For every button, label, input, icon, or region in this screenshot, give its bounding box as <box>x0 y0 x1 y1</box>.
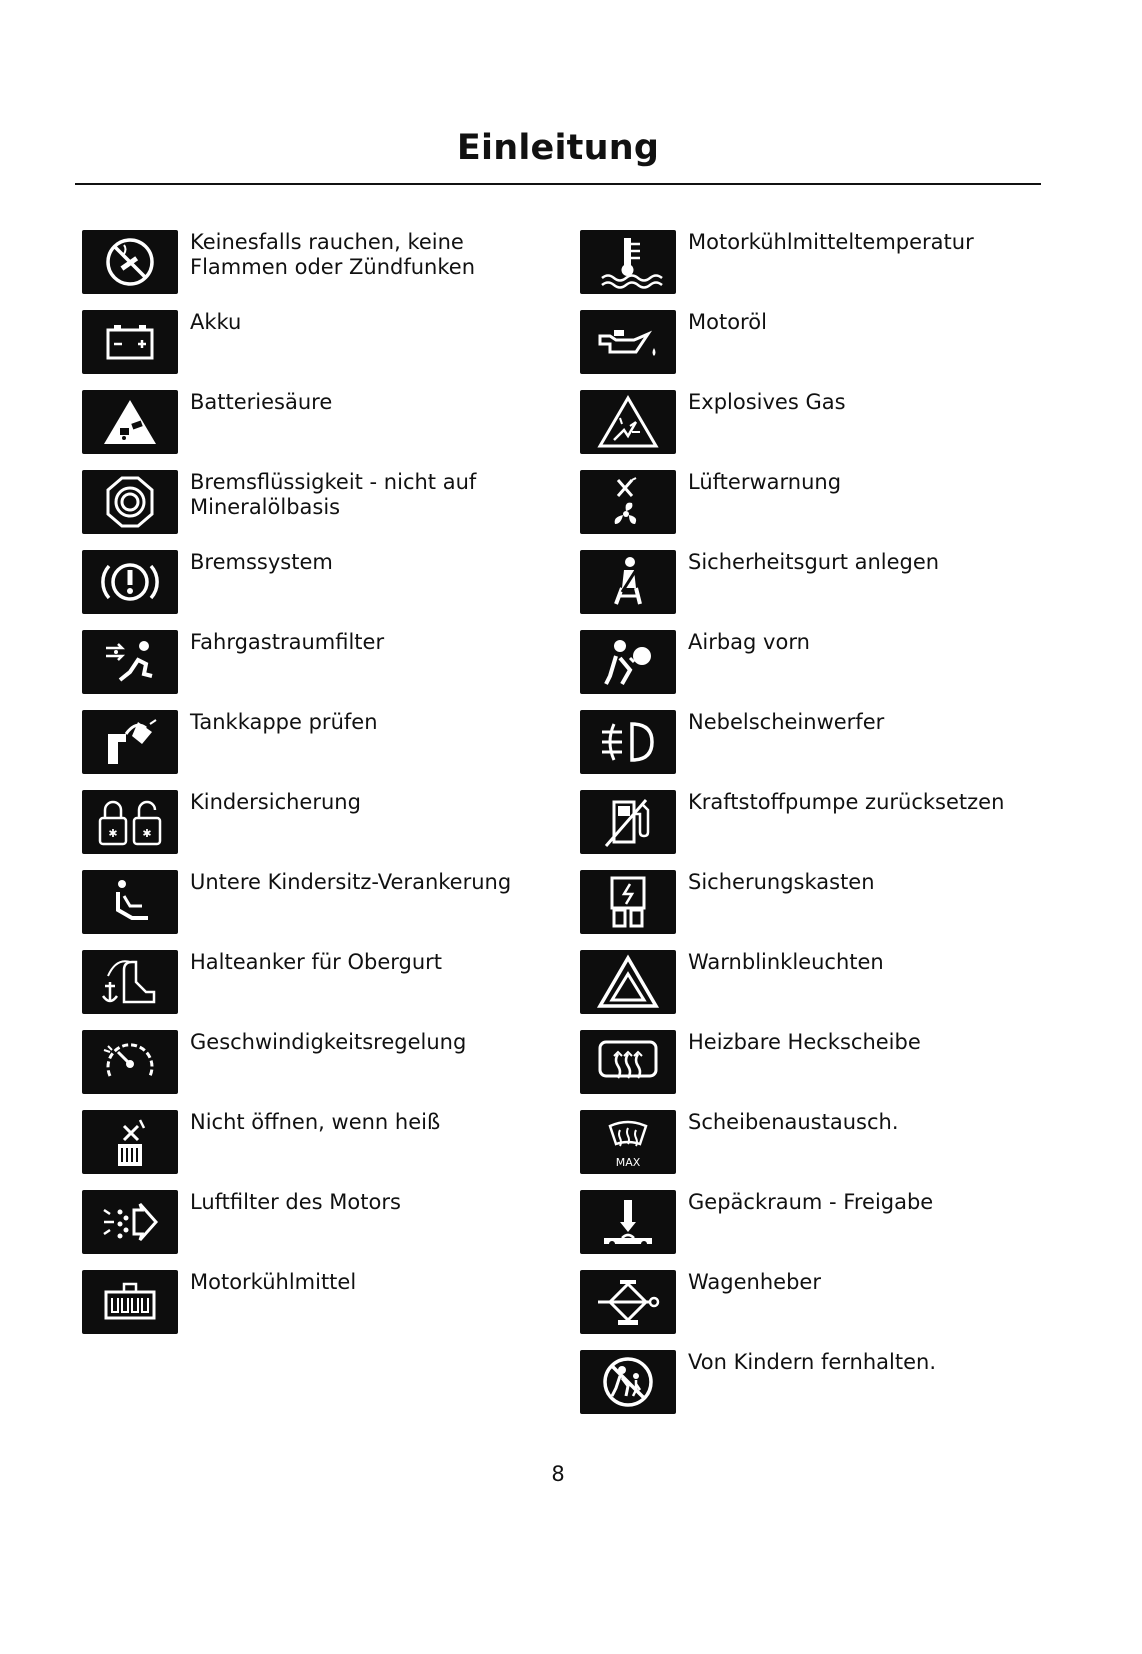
trunk-release-icon <box>580 1190 676 1254</box>
symbol-entry <box>580 550 1050 630</box>
symbol-label: Nebelscheinwerfer <box>688 710 885 734</box>
symbol-label: Explosives Gas <box>688 390 846 414</box>
windshield-defrost-icon <box>580 1110 676 1174</box>
symbol-entry <box>82 630 552 710</box>
symbol-entry <box>82 550 552 630</box>
symbol-list-right <box>580 230 1050 1430</box>
title-divider <box>75 183 1041 185</box>
symbol-entry <box>580 1270 1050 1350</box>
child-seat-anchor-icon <box>82 870 178 934</box>
symbol-entry <box>82 950 552 1030</box>
symbol-label: Keinesfalls rauchen, keine Flammen oder Zündfunken <box>190 230 475 279</box>
svg-text:✱: ✱ <box>108 827 118 840</box>
symbol-entry <box>580 790 1050 870</box>
symbol-label: Von Kindern fernhalten. <box>688 1350 937 1374</box>
symbol-label: Motorkühlmitteltemperatur <box>688 230 974 254</box>
symbol-label: Batteriesäure <box>190 390 333 414</box>
page-title: Einleitung <box>456 128 660 168</box>
symbol-entry <box>580 950 1050 1030</box>
svg-text:✱: ✱ <box>142 827 152 840</box>
jack-icon <box>580 1270 676 1334</box>
symbol-label: Luftfilter des Motors <box>190 1190 401 1214</box>
symbol-entry <box>580 1190 1050 1270</box>
symbol-label: Sicherungskasten <box>688 870 875 894</box>
fuel-cap-icon <box>82 710 178 774</box>
symbol-entry <box>580 710 1050 790</box>
symbol-label: Heizbare Heckscheibe <box>688 1030 921 1054</box>
symbol-label: Gepäckraum - Freigabe <box>688 1190 934 1214</box>
seatbelt-icon <box>580 550 676 614</box>
symbol-entry <box>580 230 1050 310</box>
symbol-label: Scheibenaustausch. <box>688 1110 899 1134</box>
symbol-label: Lüfterwarnung <box>688 470 842 494</box>
hazard-lights-icon <box>580 950 676 1014</box>
fuel-pump-reset-icon <box>580 790 676 854</box>
symbol-label: Geschwindigkeitsregelung <box>190 1030 467 1054</box>
symbol-entry <box>580 1110 1050 1190</box>
symbol-entry <box>580 630 1050 710</box>
fan-warning-icon <box>580 470 676 534</box>
symbol-entry <box>82 710 552 790</box>
symbol-label: Bremsflüssigkeit - nicht auf Mineralölbasis <box>190 470 477 519</box>
symbol-entry <box>82 390 552 470</box>
page-number: 8 <box>551 1462 565 1486</box>
symbol-entry <box>82 1190 552 1270</box>
symbol-entry <box>82 1030 552 1110</box>
symbol-label: Akku <box>190 310 242 334</box>
brake-system-icon <box>82 550 178 614</box>
speed-control-icon <box>82 1030 178 1094</box>
symbol-label: Tankkappe prüfen <box>190 710 378 734</box>
child-lock-icon <box>82 790 178 854</box>
symbol-label: Untere Kindersitz-Verankerung <box>190 870 512 894</box>
fog-lamp-icon <box>580 710 676 774</box>
symbol-entry <box>82 870 552 950</box>
symbol-entry <box>580 310 1050 390</box>
symbol-label: Wagenheber <box>688 1270 821 1294</box>
keep-away-children-icon <box>580 1350 676 1414</box>
symbol-label: Motoröl <box>688 310 767 334</box>
symbol-label: Bremssystem <box>190 550 333 574</box>
symbol-label: Airbag vorn <box>688 630 810 654</box>
coolant-temperature-icon <box>580 230 676 294</box>
symbol-label: Motorkühlmittel <box>190 1270 357 1294</box>
engine-air-filter-icon <box>82 1190 178 1254</box>
no-smoking-icon <box>82 230 178 294</box>
battery-acid-icon <box>82 390 178 454</box>
do-not-open-hot-icon <box>82 1110 178 1174</box>
explosive-gas-icon <box>580 390 676 454</box>
symbol-label: Fahrgastraumfilter <box>190 630 385 654</box>
max-label: MAX <box>615 1156 641 1169</box>
symbol-label: Kraftstoffpumpe zurücksetzen <box>688 790 1005 814</box>
rear-defrost-icon <box>580 1030 676 1094</box>
symbol-entry <box>580 1030 1050 1110</box>
tether-anchor-icon <box>82 950 178 1014</box>
symbol-entry <box>82 1110 552 1190</box>
symbol-entry <box>580 390 1050 470</box>
brake-fluid-icon <box>82 470 178 534</box>
symbol-entry <box>82 470 552 550</box>
engine-coolant-icon <box>82 1270 178 1334</box>
airbag-icon <box>580 630 676 694</box>
symbol-entry <box>580 470 1050 550</box>
symbol-entry <box>580 1350 1050 1430</box>
symbol-entry <box>580 870 1050 950</box>
symbol-entry <box>82 1270 552 1350</box>
symbol-label: Warnblinkleuchten <box>688 950 884 974</box>
symbol-label: Kindersicherung <box>190 790 361 814</box>
engine-oil-icon <box>580 310 676 374</box>
symbol-label: Sicherheitsgurt anlegen <box>688 550 940 574</box>
battery-icon <box>82 310 178 374</box>
symbol-label: Nicht öffnen, wenn heiß <box>190 1110 441 1134</box>
symbol-entry <box>82 230 552 310</box>
symbol-label: Halteanker für Obergurt <box>190 950 443 974</box>
fuse-box-icon <box>580 870 676 934</box>
symbol-list-left <box>82 230 552 1350</box>
cabin-filter-icon <box>82 630 178 694</box>
symbol-entry <box>82 310 552 390</box>
symbol-entry <box>82 790 552 870</box>
